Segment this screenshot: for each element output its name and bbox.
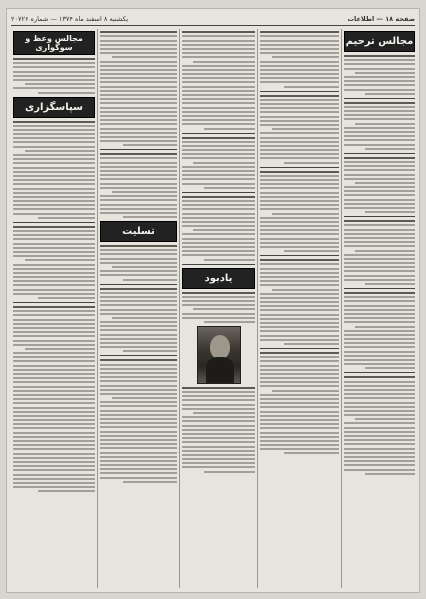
notice-block (13, 58, 95, 94)
column-5 (11, 29, 97, 588)
column-4 (97, 29, 179, 588)
notice-block (344, 292, 415, 369)
notice-block (260, 171, 339, 253)
column-3 (179, 29, 257, 588)
section-banner-yadbood: یادبود (182, 268, 255, 289)
notice-block (182, 137, 255, 189)
section-banner-vaz: مجالس وعظ و سوگواری (13, 31, 95, 55)
notice-block (344, 102, 415, 150)
notice-block (13, 226, 95, 299)
notice-block (260, 352, 339, 455)
notice-block (182, 196, 255, 261)
notice-block (260, 31, 339, 87)
columns (11, 29, 415, 588)
section-banner-tarhim: مجالس ترحیم (344, 31, 415, 52)
page-header (11, 12, 415, 26)
page-number: صفحه ۱۸ — اطلاعات (347, 14, 415, 23)
notice-block (100, 31, 177, 146)
notice-block (13, 306, 95, 492)
notice-block (344, 220, 415, 285)
notice-block (344, 157, 415, 213)
notice-block (344, 55, 415, 95)
newspaper-page (6, 8, 420, 593)
notice-block (344, 376, 415, 474)
notice-block (260, 95, 339, 164)
notice-block (182, 387, 255, 473)
column-2 (257, 29, 341, 588)
notice-block (100, 359, 177, 482)
column-1 (341, 29, 417, 588)
section-banner-sepasgozari: سپاسگزاری (13, 97, 95, 118)
notice-block (182, 31, 255, 129)
notice-block (100, 245, 177, 281)
issue-date: یکشنبه ۸ اسفند ماه ۱۳۷۴ — شماره ۲۰۷۲۶ (11, 14, 129, 23)
notice-block (182, 292, 255, 323)
memorial-photo (197, 326, 241, 384)
notice-block (100, 288, 177, 353)
notice-block (100, 153, 177, 218)
section-banner-taslit: تسلیت (100, 221, 177, 242)
notice-block (260, 259, 339, 345)
notice-block (13, 121, 95, 219)
